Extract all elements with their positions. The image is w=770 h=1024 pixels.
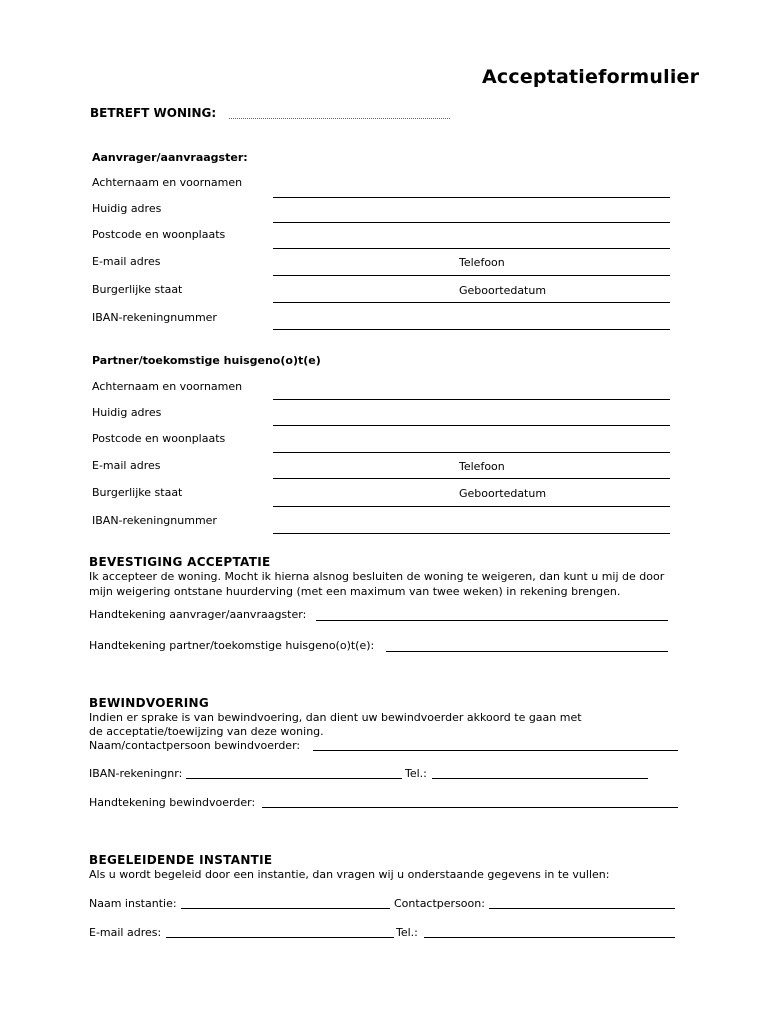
applicant-address-field[interactable] <box>273 222 670 223</box>
partner-heading: Partner/toekomstige huisgeno(o)t(e) <box>92 354 321 367</box>
partner-address-field[interactable] <box>273 425 670 426</box>
partner-marital-label: Burgerlijke staat <box>92 486 183 499</box>
betreft-woning-field[interactable] <box>229 118 450 119</box>
applicant-heading: Aanvrager/aanvraagster: <box>92 151 248 164</box>
applicant-phone-label: Telefoon <box>459 256 505 269</box>
guardian-tel-label: Tel.: <box>405 767 427 780</box>
betreft-woning-label: BETREFT WONING: <box>90 106 217 120</box>
agency-email-field[interactable] <box>166 937 394 938</box>
applicant-name-field[interactable] <box>273 197 670 198</box>
acceptance-text-line1: Ik accepteer de woning. Mocht ik hierna alsnog besluiten de woning te weigeren, dan kunt u mij de door <box>89 570 665 583</box>
guardian-signature-label: Handtekening bewindvoerder: <box>89 796 256 809</box>
partner-name-field[interactable] <box>273 399 670 400</box>
applicant-marital-birthdate-field[interactable] <box>273 302 670 303</box>
applicant-email-label: E-mail adres <box>92 255 161 268</box>
guardian-signature-field[interactable] <box>262 807 678 808</box>
agency-tel-label: Tel.: <box>396 926 418 939</box>
guardian-contact-field[interactable] <box>313 750 678 751</box>
applicant-iban-field[interactable] <box>273 329 670 330</box>
partner-email-phone-field[interactable] <box>273 478 670 479</box>
signature-partner-field[interactable] <box>386 651 668 652</box>
guardianship-text-line2: de acceptatie/toewijzing van deze woning. <box>89 725 324 738</box>
agency-contact-field[interactable] <box>489 908 675 909</box>
agency-tel-field[interactable] <box>424 937 675 938</box>
applicant-name-label: Achternaam en voornamen <box>92 176 243 189</box>
applicant-postcode-field[interactable] <box>273 248 670 249</box>
partner-phone-label: Telefoon <box>459 460 505 473</box>
acceptance-heading: BEVESTIGING ACCEPTATIE <box>89 555 271 569</box>
applicant-email-phone-field[interactable] <box>273 275 670 276</box>
applicant-birthdate-label: Geboortedatum <box>459 284 547 297</box>
partner-birthdate-label: Geboortedatum <box>459 487 547 500</box>
agency-contact-label: Contactpersoon: <box>394 897 485 910</box>
applicant-iban-label: IBAN-rekeningnummer <box>92 311 217 324</box>
agency-name-label: Naam instantie: <box>89 897 177 910</box>
signature-applicant-field[interactable] <box>316 620 668 621</box>
acceptance-text-line2: mijn weigering ontstane huurderving (met een maximum van twee weken) in rekening brengen. <box>89 585 621 598</box>
partner-name-label: Achternaam en voornamen <box>92 380 243 393</box>
partner-iban-field[interactable] <box>273 533 670 534</box>
agency-email-label: E-mail adres: <box>89 926 162 939</box>
guardian-tel-field[interactable] <box>432 778 648 779</box>
guardian-iban-field[interactable] <box>186 778 402 779</box>
partner-postcode-field[interactable] <box>273 452 670 453</box>
agency-heading: BEGELEIDENDE INSTANTIE <box>89 853 273 867</box>
applicant-address-label: Huidig adres <box>92 202 162 215</box>
signature-applicant-label: Handtekening aanvrager/aanvraagster: <box>89 608 307 621</box>
page-title: Acceptatieformulier <box>482 66 700 88</box>
agency-name-field[interactable] <box>181 908 390 909</box>
applicant-postcode-label: Postcode en woonplaats <box>92 228 226 241</box>
partner-email-label: E-mail adres <box>92 459 161 472</box>
partner-address-label: Huidig adres <box>92 406 162 419</box>
partner-postcode-label: Postcode en woonplaats <box>92 432 226 445</box>
applicant-marital-label: Burgerlijke staat <box>92 283 183 296</box>
signature-partner-label: Handtekening partner/toekomstige huisgeno(o)t(e): <box>89 639 375 652</box>
guardian-contact-label: Naam/contactpersoon bewindvoerder: <box>89 739 301 752</box>
guardian-iban-label: IBAN-rekeningnr: <box>89 767 183 780</box>
guardianship-heading: BEWINDVOERING <box>89 696 210 710</box>
guardianship-text-line1: Indien er sprake is van bewindvoering, dan dient uw bewindvoerder akkoord te gaan met <box>89 711 582 724</box>
agency-text: Als u wordt begeleid door een instantie, dan vragen wij u onderstaande gegevens in te vullen: <box>89 868 610 881</box>
partner-iban-label: IBAN-rekeningnummer <box>92 514 217 527</box>
partner-marital-birthdate-field[interactable] <box>273 506 670 507</box>
